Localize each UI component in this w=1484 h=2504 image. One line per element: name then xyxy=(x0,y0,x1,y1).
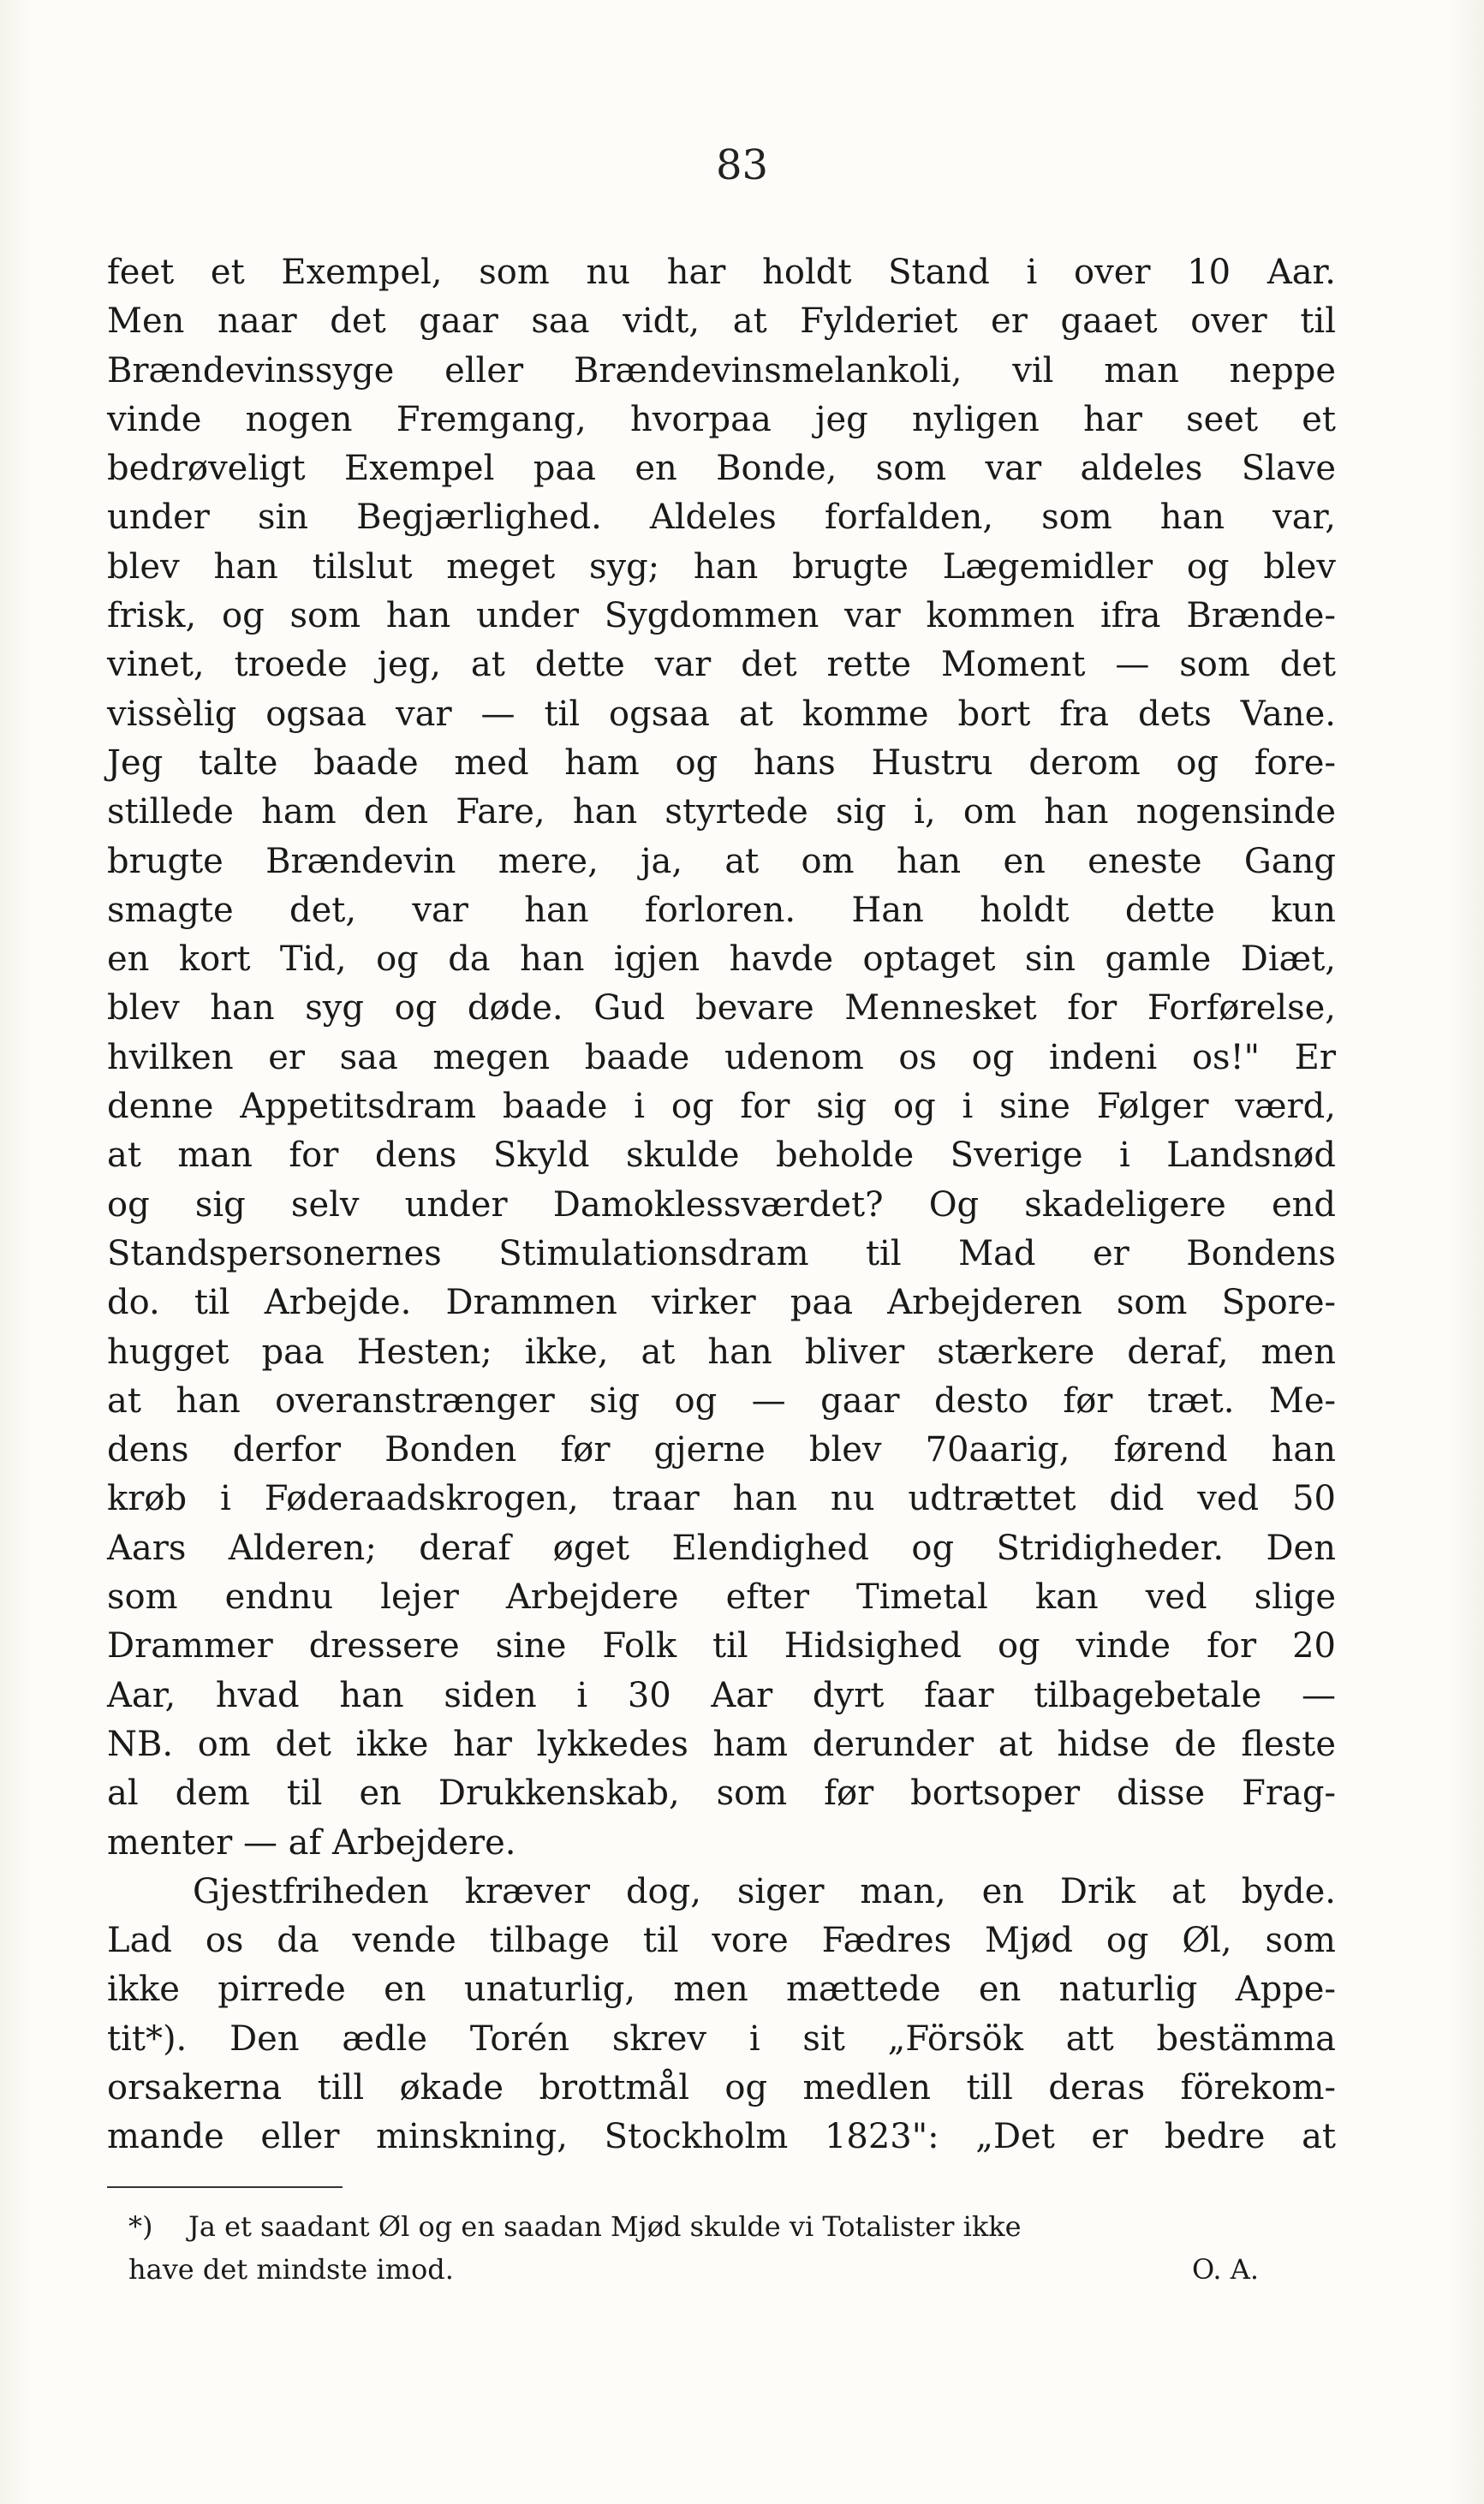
text-line: at man for dens Skyld skulde beholde Sverige i Landsnød xyxy=(107,1136,1336,1176)
text-line: menter — af Arbejdere. xyxy=(107,1822,516,1863)
text-line: som endnu lejer Arbejdere efter Timetal kan ved slige xyxy=(107,1577,1336,1618)
text-line: Lad os da vende tilbage til vore Fædres Mjød og Øl, som xyxy=(107,1921,1336,1961)
text-line: stillede ham den Fare, han styrtede sig i, om han nogensinde xyxy=(107,792,1336,832)
footnote-text: have det mindste imod. xyxy=(128,2253,454,2286)
text-line: Jeg talte baade med ham og hans Hustru derom og fore- xyxy=(107,742,1336,783)
text-line: under sin Begjærlighed. Aldeles forfalden, som han var, xyxy=(107,498,1336,538)
text-line: en kort Tid, og da han igjen havde optaget sin gamle Diæt, xyxy=(107,939,1336,980)
footnote-divider xyxy=(107,2186,343,2188)
text-line: frisk, og som han under Sygdommen var kommen ifra Brænde- xyxy=(107,596,1336,636)
text-line: NB. om det ikke har lykkedes ham derunder at hidse de fleste xyxy=(107,1724,1336,1764)
footnote-line xyxy=(128,2248,1336,2291)
text-line: Men naar det gaar saa vidt, at Fylderiet er gaaet over til xyxy=(107,301,1336,342)
text-line: dens derfor Bonden før gjerne blev 70aarig, førend han xyxy=(107,1430,1336,1470)
text-line: smagte det, var han forloren. Han holdt dette kun xyxy=(107,890,1336,930)
text-line: blev han tilslut meget syg; han brugte Lægemidler og blev xyxy=(107,546,1336,587)
text-line: hvilken er saa megen baade udenom os og indeni os!" Er xyxy=(107,1037,1336,1077)
footnote-signature: O. A. xyxy=(1192,2253,1259,2286)
text-line: al dem til en Drukkenskab, som før bortsoper disse Frag- xyxy=(107,1774,1336,1814)
footnote-mark: *) xyxy=(128,2210,153,2243)
text-line: tit*). Den ædle Torén skrev i sit „Försök att bestämma xyxy=(107,2018,1336,2059)
text-line: og sig selv under Damoklessværdet? Og skadeligere end xyxy=(107,1184,1336,1225)
text-line: Gjestfriheden kræver dog, siger man, en Drik at byde. xyxy=(193,1871,1336,1911)
text-line: ikke pirrede en unaturlig, men mættede en naturlig Appe- xyxy=(107,1970,1336,2010)
text-line: Brændevinssyge eller Brændevinsmelankoli, vil man neppe xyxy=(107,350,1336,391)
text-line: vinet, troede jeg, at dette var det rette Moment — som det xyxy=(107,645,1336,685)
text-line: denne Appetitsdram baade i og for sig og i sine Følger værd, xyxy=(107,1087,1336,1127)
footnote-text: Ja et saadant Øl og en saadan Mjød skulde vi Totalister ikke xyxy=(188,2210,1022,2243)
text-line: mande eller minskning, Stockholm 1823": „Det er bedre at xyxy=(107,2117,1336,2157)
text-line: Aars Alderen; deraf øget Elendighed og Stridigheder. Den xyxy=(107,1528,1336,1568)
text-line: Drammer dressere sine Folk til Hidsighed og vinde for 20 xyxy=(107,1626,1336,1666)
text-line: brugte Brændevin mere, ja, at om han en eneste Gang xyxy=(107,841,1336,881)
footnote-line xyxy=(128,2205,1336,2248)
text-line: orsakerna till økade brottmål og medlen till deras förekom- xyxy=(107,2067,1336,2108)
text-line: feet et Exempel, som nu har holdt Stand i over 10 Aar. xyxy=(107,253,1336,292)
text-line: Aar, hvad han siden i 30 Aar dyrt faar tilbagebetale — xyxy=(107,1675,1336,1715)
text-line: bedrøveligt Exempel paa en Bonde, som var aldeles Slave xyxy=(107,449,1336,489)
body-text xyxy=(107,248,1336,2162)
text-line: Standspersonernes Stimulationsdram til Mad er Bondens xyxy=(107,1233,1336,1273)
text-line: vinde nogen Fremgang, hvorpaa jeg nyligen har seet et xyxy=(107,399,1336,439)
text-line: do. til Arbejde. Drammen virker paa Arbejderen som Spore- xyxy=(107,1283,1336,1323)
footnote xyxy=(128,2205,1336,2291)
text-line: krøb i Føderaadskrogen, traar han nu udtrættet did ved 50 xyxy=(107,1479,1336,1519)
text-line: hugget paa Hesten; ikke, at han bliver stærkere deraf, men xyxy=(107,1332,1336,1372)
text-line: blev han syg og døde. Gud bevare Mennesket for Forførelse, xyxy=(107,988,1336,1028)
text-line: vissèlig ogsaa var — til ogsaa at komme bort fra dets Vane. xyxy=(107,694,1336,734)
text-line: at han overanstrænger sig og — gaar desto før træt. Me- xyxy=(107,1380,1336,1421)
page-number: 83 xyxy=(715,141,769,189)
